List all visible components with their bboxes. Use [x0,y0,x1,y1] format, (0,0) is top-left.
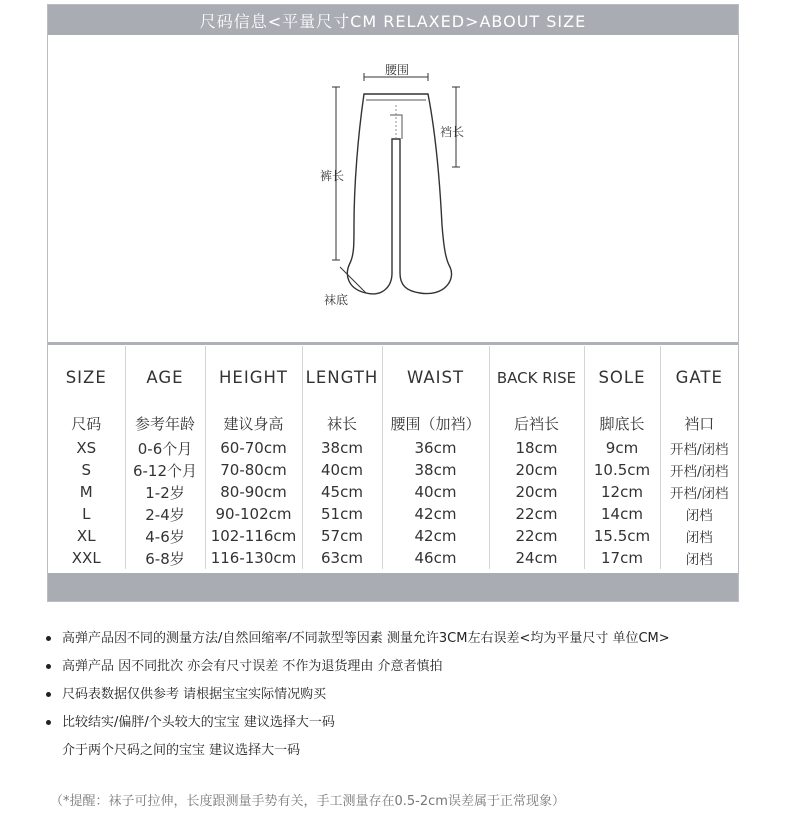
header-cell: SIZE [48,346,125,409]
table-cell: 45cm [302,481,382,503]
list-item [46,709,670,737]
rise-label: 裆长 [440,125,465,139]
size-chart-footer-bar [48,573,738,601]
note-text: 比较结实/偏胖/个头较大的宝宝 建议选择大一码 [62,715,335,730]
header-cell: 后裆长 [489,409,584,437]
footnote: （*提醒：袜子可拉伸，长度跟测量手势有关，手工测量存在0.5-2cm误差属于正常现象） [50,794,565,809]
table-cell: 20cm [489,459,584,481]
list-item [46,653,670,681]
table-cell: 90-102cm [205,503,302,525]
size-chart-title: 尺码信息<平量尺寸CM RELAXED>ABOUT SIZE [199,11,587,31]
table-cell: 闭档 [685,552,713,568]
table-cell: 40cm [302,459,382,481]
notes-list [46,625,670,765]
table-cell: XXL [48,547,125,569]
table-cell: 12cm [584,481,660,503]
header-cell: GATE [675,368,723,387]
table-cell: 17cm [584,547,660,569]
bullet-icon [46,636,51,641]
table-cell: 40cm [382,481,489,503]
table-cell: 22cm [489,525,584,547]
tights-illustration [48,35,738,343]
table-cell: 42cm [382,525,489,547]
table-cell: 6-8岁 [125,547,205,569]
header-cell: 裆口 [684,414,715,433]
table-cell: 0-6个月 [125,437,205,459]
table-cell: 14cm [584,503,660,525]
list-item-continuation [46,737,670,765]
table-row [48,459,738,481]
table-row [48,525,738,547]
list-item [46,625,670,653]
table-cell: 80-90cm [205,481,302,503]
header-cell: LENGTH [302,346,382,409]
table-cell: 开档/闭档 [669,464,729,480]
tights-diagram [48,35,738,343]
header-cell: 脚底长 [584,409,660,437]
bullet-icon [46,664,51,669]
table-cell: 4-6岁 [125,525,205,547]
table-cell: 开档/闭档 [669,442,729,458]
table-cell: 2-4岁 [125,503,205,525]
table-row [48,547,738,569]
bullet-icon [46,720,51,725]
table-row [48,503,738,525]
table-cell: XS [48,437,125,459]
table-cell: 63cm [302,547,382,569]
length-label: 裤长 [320,169,345,183]
table-cell: 18cm [489,437,584,459]
size-table [48,346,738,569]
header-cell: 袜长 [302,409,382,437]
header-row-cn [48,409,738,437]
note-text: 介于两个尺码之间的宝宝 建议选择大一码 [62,743,301,758]
table-cell: S [48,459,125,481]
table-cell: M [48,481,125,503]
waist-label: 腰围 [385,63,410,77]
table-row [48,437,738,459]
table-cell: 20cm [489,481,584,503]
table-cell: 闭档 [685,530,713,546]
table-cell: 15.5cm [584,525,660,547]
table-cell: 46cm [382,547,489,569]
table-cell: 51cm [302,503,382,525]
note-text: 尺码表数据仅供参考 请根据宝宝实际情况购买 [62,687,327,702]
table-cell: 6-12个月 [125,459,205,481]
note-text: 高弹产品因不同的测量方法/自然回缩率/不同款型等因素 测量允许3CM左右误差<均为平量尺寸 单位CM> [62,631,670,646]
header-cell: 腰围（加裆） [382,409,489,437]
note-text: 高弹产品 因不同批次 亦会有尺寸误差 不作为退货理由 介意者慎拍 [62,659,443,674]
size-chart-panel [47,4,739,602]
table-row [48,481,738,503]
header-cell: SOLE [584,346,660,409]
divider [48,342,738,345]
table-cell: 38cm [302,437,382,459]
table-cell: 42cm [382,503,489,525]
size-chart-header [48,5,738,35]
header-cell: AGE [125,346,205,409]
table-cell: 57cm [302,525,382,547]
header-cell: HEIGHT [205,346,302,409]
list-item [46,681,670,709]
header-cell: 尺码 [48,409,125,437]
table-cell: 102-116cm [205,525,302,547]
table-cell: 60-70cm [205,437,302,459]
header-cell: 参考年龄 [125,409,205,437]
header-cell: 建议身高 [205,409,302,437]
sole-label: 袜底 [324,293,349,307]
header-cell: BACK RISE [489,346,584,409]
table-cell: 22cm [489,503,584,525]
table-cell: 9cm [584,437,660,459]
header-cell: WAIST [382,346,489,409]
table-cell: 10.5cm [584,459,660,481]
table-cell: 36cm [382,437,489,459]
bullet-icon [46,692,51,697]
table-cell: XL [48,525,125,547]
table-cell: 1-2岁 [125,481,205,503]
table-cell: 38cm [382,459,489,481]
header-row-en [48,346,738,409]
table-cell: 闭档 [685,508,713,524]
table-cell: 116-130cm [205,547,302,569]
table-cell: 24cm [489,547,584,569]
table-cell: L [48,503,125,525]
table-cell: 开档/闭档 [669,486,729,502]
table-cell: 70-80cm [205,459,302,481]
